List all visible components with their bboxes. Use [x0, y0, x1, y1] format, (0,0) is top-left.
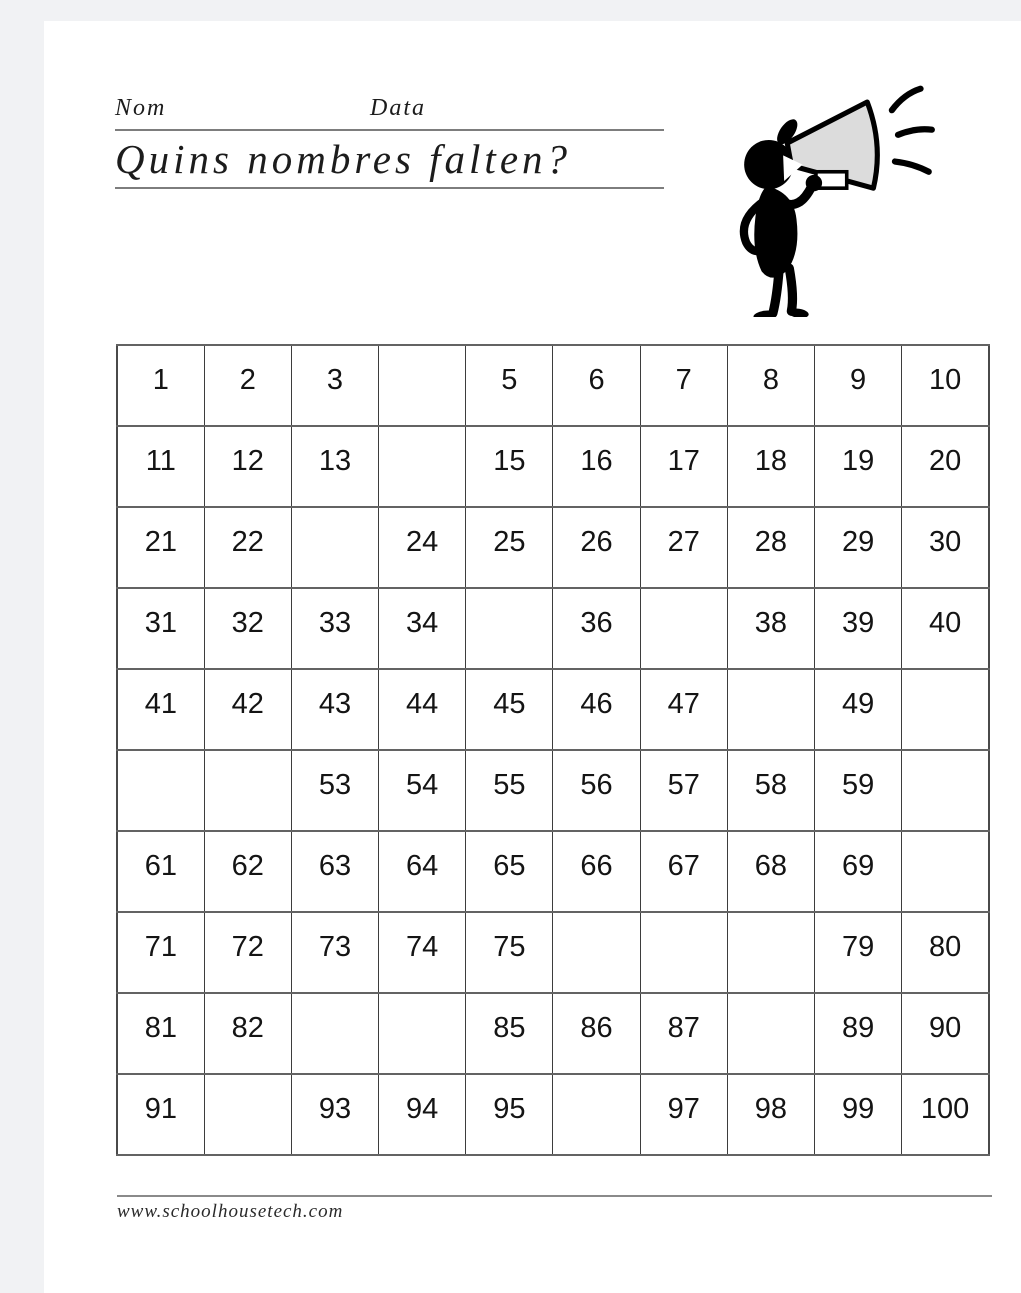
grid-cell: 97 [640, 1074, 727, 1155]
grid-cell: 89 [815, 993, 902, 1074]
grid-cell: 75 [466, 912, 553, 993]
grid-cell-missing [466, 588, 553, 669]
grid-cell-missing [379, 345, 466, 426]
grid-row [117, 588, 989, 669]
grid-cell: 86 [553, 993, 640, 1074]
grid-cell: 58 [727, 750, 814, 831]
grid-cell-missing [902, 750, 989, 831]
grid-cell-missing [379, 426, 466, 507]
worksheet-paper [44, 21, 1021, 1293]
grid-row [117, 993, 989, 1074]
megaphone-person-clipart [738, 85, 938, 317]
grid-cell: 99 [815, 1074, 902, 1155]
grid-cell: 61 [117, 831, 204, 912]
grid-cell-missing [117, 750, 204, 831]
grid-row [117, 507, 989, 588]
title-underline [115, 187, 664, 189]
name-date-line [115, 129, 664, 131]
grid-cell: 38 [727, 588, 814, 669]
grid-cell: 53 [291, 750, 378, 831]
grid-cell: 90 [902, 993, 989, 1074]
grid-cell: 45 [466, 669, 553, 750]
grid-cell-missing [902, 669, 989, 750]
grid-row [117, 669, 989, 750]
grid-cell: 54 [379, 750, 466, 831]
grid-cell: 87 [640, 993, 727, 1074]
grid-cell-missing [204, 1074, 291, 1155]
grid-cell: 64 [379, 831, 466, 912]
grid-cell: 20 [902, 426, 989, 507]
grid-cell: 85 [466, 993, 553, 1074]
grid-cell: 95 [466, 1074, 553, 1155]
grid-cell: 25 [466, 507, 553, 588]
date-label: Data [370, 95, 426, 121]
grid-cell: 18 [727, 426, 814, 507]
grid-cell-missing [727, 993, 814, 1074]
grid-cell: 56 [553, 750, 640, 831]
grid-cell: 49 [815, 669, 902, 750]
grid-cell: 8 [727, 345, 814, 426]
grid-cell: 13 [291, 426, 378, 507]
grid-cell: 55 [466, 750, 553, 831]
grid-cell: 46 [553, 669, 640, 750]
grid-cell: 43 [291, 669, 378, 750]
grid-cell: 57 [640, 750, 727, 831]
grid-cell: 100 [902, 1074, 989, 1155]
grid-cell: 32 [204, 588, 291, 669]
grid-cell: 31 [117, 588, 204, 669]
grid-cell: 11 [117, 426, 204, 507]
grid-cell: 3 [291, 345, 378, 426]
grid-cell: 26 [553, 507, 640, 588]
grid-cell: 33 [291, 588, 378, 669]
number-grid [116, 344, 990, 1156]
grid-row [117, 426, 989, 507]
grid-cell: 12 [204, 426, 291, 507]
grid-cell: 21 [117, 507, 204, 588]
grid-cell-missing [902, 831, 989, 912]
grid-cell: 7 [640, 345, 727, 426]
grid-cell: 69 [815, 831, 902, 912]
grid-cell: 59 [815, 750, 902, 831]
grid-cell: 44 [379, 669, 466, 750]
grid-cell-missing [553, 1074, 640, 1155]
sound-waves-icon [892, 89, 932, 172]
grid-cell: 34 [379, 588, 466, 669]
grid-cell-missing [640, 912, 727, 993]
grid-cell: 22 [204, 507, 291, 588]
grid-row [117, 345, 989, 426]
grid-cell: 71 [117, 912, 204, 993]
person-with-megaphone-icon [738, 85, 938, 317]
grid-cell: 10 [902, 345, 989, 426]
grid-cell: 1 [117, 345, 204, 426]
grid-cell: 82 [204, 993, 291, 1074]
grid-cell-missing [291, 993, 378, 1074]
grid-cell: 2 [204, 345, 291, 426]
grid-cell: 67 [640, 831, 727, 912]
grid-cell: 81 [117, 993, 204, 1074]
grid-cell: 9 [815, 345, 902, 426]
footer-divider [117, 1195, 992, 1197]
grid-cell: 24 [379, 507, 466, 588]
name-label: Nom [115, 95, 167, 121]
grid-cell: 65 [466, 831, 553, 912]
grid-cell: 62 [204, 831, 291, 912]
grid-cell: 91 [117, 1074, 204, 1155]
grid-cell-missing [727, 912, 814, 993]
grid-cell: 41 [117, 669, 204, 750]
grid-cell: 74 [379, 912, 466, 993]
grid-cell: 27 [640, 507, 727, 588]
grid-cell-missing [291, 507, 378, 588]
grid-cell: 36 [553, 588, 640, 669]
grid-cell-missing [204, 750, 291, 831]
grid-cell: 19 [815, 426, 902, 507]
grid-cell-missing [727, 669, 814, 750]
grid-cell: 93 [291, 1074, 378, 1155]
grid-cell: 66 [553, 831, 640, 912]
grid-cell: 30 [902, 507, 989, 588]
grid-cell: 5 [466, 345, 553, 426]
grid-cell: 28 [727, 507, 814, 588]
grid-cell: 15 [466, 426, 553, 507]
grid-cell: 47 [640, 669, 727, 750]
grid-row [117, 750, 989, 831]
number-grid-body [117, 345, 989, 1155]
grid-cell: 40 [902, 588, 989, 669]
grid-cell: 6 [553, 345, 640, 426]
grid-cell-missing [379, 993, 466, 1074]
website-text: www.schoolhousetech.com [117, 1201, 344, 1222]
grid-cell: 79 [815, 912, 902, 993]
grid-row [117, 912, 989, 993]
grid-cell: 16 [553, 426, 640, 507]
grid-cell: 80 [902, 912, 989, 993]
grid-cell: 42 [204, 669, 291, 750]
grid-cell: 98 [727, 1074, 814, 1155]
grid-cell: 29 [815, 507, 902, 588]
grid-cell: 68 [727, 831, 814, 912]
grid-cell: 17 [640, 426, 727, 507]
grid-cell: 63 [291, 831, 378, 912]
grid-cell-missing [553, 912, 640, 993]
grid-cell: 94 [379, 1074, 466, 1155]
grid-cell: 72 [204, 912, 291, 993]
grid-cell: 39 [815, 588, 902, 669]
grid-cell: 73 [291, 912, 378, 993]
grid-row [117, 831, 989, 912]
grid-cell-missing [640, 588, 727, 669]
page-title: Quins nombres falten? [115, 136, 572, 182]
grid-row [117, 1074, 989, 1155]
